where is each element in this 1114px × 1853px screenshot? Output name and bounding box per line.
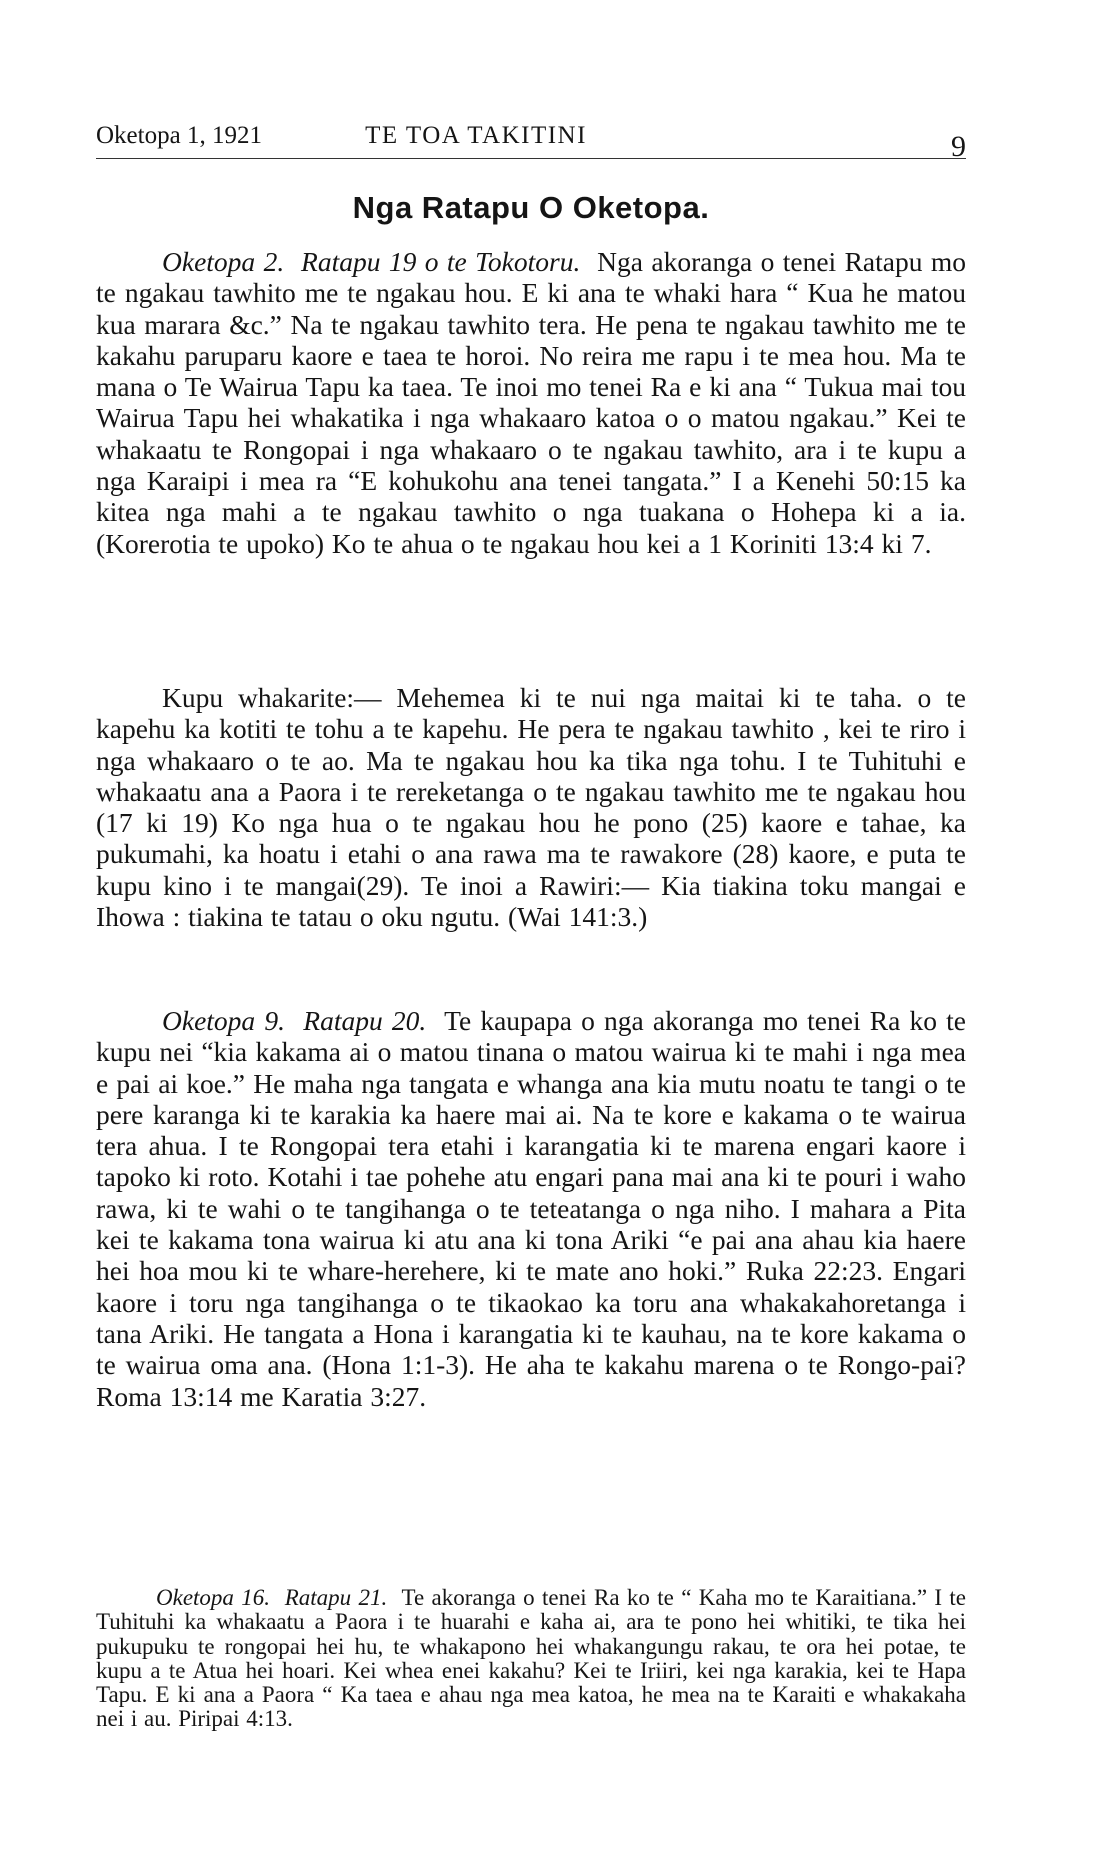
date-ref: Oketopa 2. (162, 246, 285, 277)
sunday-ref: Ratapu 20. (303, 1005, 427, 1036)
paragraph-text: Kupu whakarite:— Mehemea ki te nui nga maitai ki te taha. o te kapehu ka kotiti te tohu a te kapehu. He pera te ngakau tawhito , kei te riro i nga whakaaro o te ao. Ma te ngakau hou ka tika nga tohu. I te Tuhituhi e whakaatu ana a Paora i te rereketanga o te ngakau tawhito me te ngakau hou (17 ki 19) Ko nga hua o te ngakau hou he pono (25) kaore e tahae, ka pukumahi, ka hoatu i etahi o ana rawa ma te rawakore (28) kaore, e puta te kupu kino i te mangai(29). Te inoi a Rawiri:— Kia tiakina toku mangai e Ihowa : tiakina te tatau o oku ngutu. (Wai 141:3.) (96, 682, 966, 933)
paragraph (96, 1586, 966, 1732)
journal-title: TE TOA TAKITINI (365, 122, 587, 149)
sunday-ref: Ratapu 21. (284, 1585, 388, 1610)
paragraph-text: Te kaupapa o nga akoranga mo tenei Ra ko te kupu nei “kia kakama ai o matou tinana o matou wairua ki te mahi i nga mea e pai ai koe.” He maha nga tangata e whanga ana kia mutu noatu te tangi o te pere karanga ki te karakia ka haere mai ai. Na te kore e kakama o te wairua tera ahua. I te Rongopai tera etahi i karangatia ki te marena engari kaore i tapoko ki roto. Kotahi i tae pohehe atu engari pana mai ana ki te pouri i waho rawa, ki te wahi o te tangihanga o te teteatanga o nga niho. I mahara a Pita kei te kakama tona wairua ki atu ana ki tona Ariki “e pai ana ahau kia haere hei hoa mou ki te whare-herehere, ki te mate ano hoki.” Ruka 22:23. Engari kaore i toru nga tangihanga o te tikaokao ka toru ana whakakahoretanga i tana Ariki. He tangata a Hona i karangatia ki te kauhau, na te kore kakama o te wairua oma ana. (Hona 1:1-3). He aha te kakahu marena o te Rongo-pai? Roma 13:14 me Karatia 3:27. (96, 1005, 966, 1412)
page-number: 9 (951, 130, 966, 163)
paragraph (96, 246, 966, 559)
article-title: Nga Ratapu O Oketopa. (352, 190, 710, 225)
issue-date: Oketopa 1, 1921 (96, 122, 262, 149)
section-oketopa-2 (96, 246, 966, 559)
running-header (96, 118, 966, 163)
date-ref: Oketopa 9. (162, 1005, 285, 1036)
paragraph (96, 682, 966, 932)
paragraph (96, 1005, 966, 1412)
paragraph-text: Nga akoranga o tenei Ratapu mo te ngakau tawhito me te ngakau hou. E ki ana te whaki hara “ Kua he matou kua marara &c.” Na te ngakau tawhito tera. He pena te ngakau tawhito me te kakahu paruparu kaore e taea te horoi. No reira me rapu i te mea hou. Ma te mana o Te Wairua Tapu ka taea. Te inoi mo tenei Ra e ki ana “ Tukua mai tou Wairua Tapu hei whakatika i nga whakaaro katoa o o matou ngakau.” Kei te whakaatu te Rongopai i nga whakaaro o te ngakau tawhito, ara i te kupu a nga Karaipi i mea ra “E kohukohu ana tenei tangata.” I a Kenehi 50:15 ka kitea nga mahi a te ngakau tawhito o nga tuakana o Hohepa ki a ia. (Korerotia te upoko) Ko te ahua o te ngakau hou kei a 1 Koriniti 13:4 ki 7. (96, 246, 967, 559)
document-page (96, 0, 966, 1853)
paragraph-text: Te akoranga o tenei Ra ko te “ Kaha mo te Karaitiana.” I te Tuhituhi ka whakaatu a Paora i te huarahi e kaha ai, ara te pono hei whitiki, te tika hei pukupuku te rongopai hei hu, te whakapono hei whakangungu rakau, te ora hei potae, te kupu a te Atua hei hoari. Kei whea enei kakahu? Kei te Iriiri, kei nga karakia, kei te Hapa Tapu. E ki ana a Paora “ Ka taea e ahau nga mea katoa, he mea na te Karaiti e whakakaha nei i au. Piripai 4:13. (96, 1585, 966, 1732)
section-oketopa-16 (96, 1586, 966, 1732)
section-kupu-whakarite (96, 682, 966, 932)
date-ref: Oketopa 16. (156, 1585, 271, 1610)
section-oketopa-9 (96, 1005, 966, 1412)
sunday-ref: Ratapu 19 o te Tokotoru. (301, 246, 581, 277)
